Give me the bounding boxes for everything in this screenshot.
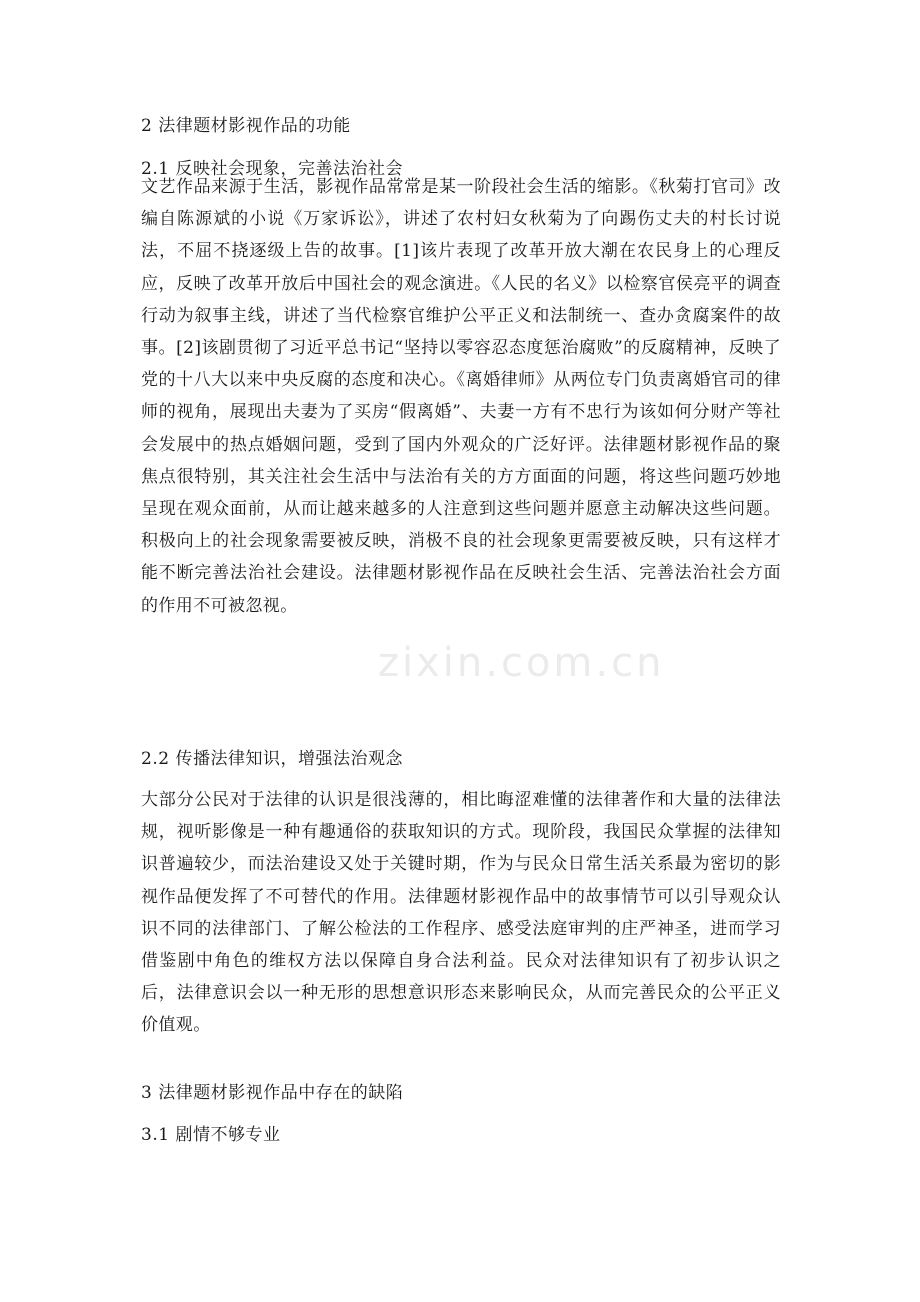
section-2-2-body: 大部分公民对于法律的认识是很浅薄的，相比晦涩难懂的法律著作和大量的法律法规，视听影像是一种有趣通俗的获取知识的方式。现阶段，我国民众掌握的法律知识普遍较少，而法治建设又处于关键时期，作为与民众日常生活关系最为密切的影视作品便发挥了不可替代的作用。法律题材影视作品中的故事情节可以引导观众认识不同的法律部门、了解公检法的工作程序、感受法庭审判的庄严神圣，进而学习借鉴剧中角色的维权方法以保障自身合法利益。民众对法律知识有了初步认识之后，法律意识会以一种无形的思想意识形态来影响民众，从而完善民众的公平正义价值观。 <box>141 790 781 1036</box>
section-2-1-body: 文艺作品来源于生活，影视作品常常是某一阶段社会生活的缩影。《秋菊打官司》改编自陈源斌的小说《万家诉讼》，讲述了农村妇女秋菊为了向踢伤丈夫的村长讨说法，不屈不挠逐级上告的故事。[1]该片表现了改革开放大潮在农民身上的心理反应，反映了改革开放后中国社会的观念演进。《人民的名义》以检察官侯亮平的调查行动为叙事主线，讲述了当代检察官维护公平正义和法制统一、查办贪腐案件的故事。[2]该剧贯彻了习近平总书记“坚持以零容忍态度惩治腐败”的反腐精神，反映了党的十八大以来中央反腐的态度和决心。《离婚律师》从两位专门负责离婚官司的律师的视角，展现出夫妻为了买房“假离婚”、夫妻一方有不忠行为该如何分财产等社会发展中的热点婚姻问题，受到了国内外观众的广泛好评。法律题材影视作品的聚焦点很特别，其关注社会生活中与法治有关的方方面面的问题，将这些问题巧妙地呈现在观众面前，从而让越来越多的人注意到这些问题并愿意主动解决这些问题。积极向上的社会现象需要被反映，消极不良的社会现象更需要被反映，只有这样才能不断完善法治社会建设。法律题材影视作品在反映社会生活、完善法治社会方面的作用不可被忽视。 <box>141 177 781 616</box>
section-2-1-heading: 2.1 反映社会现象，完善法治社会 <box>141 159 403 179</box>
section-3-1-heading: 3.1 剧情不够专业 <box>141 1125 281 1145</box>
section-3-heading: 3 法律题材影视作品中存在的缺陷 <box>141 1083 404 1103</box>
section-2-heading: 2 法律题材影视作品的功能 <box>141 116 351 136</box>
section-2-2-heading: 2.2 传播法律知识，增强法治观念 <box>141 749 403 769</box>
watermark: zixin.com.cn <box>378 640 665 686</box>
